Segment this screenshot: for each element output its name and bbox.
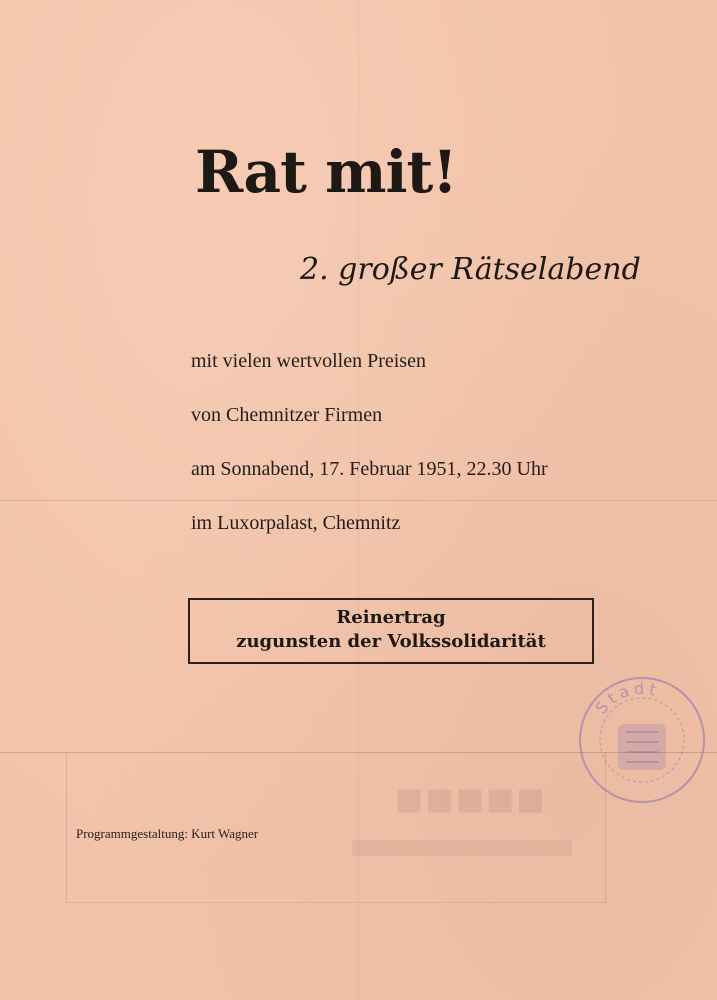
flyer-subtitle: 2. großer Rätselabend: [300, 252, 641, 287]
flyer-title: Rat mit!: [195, 138, 457, 206]
info-line-prizes: mit vielen wertvollen Preisen: [191, 350, 426, 372]
show-through-mark: ■■■■■: [395, 782, 547, 817]
info-line-date: am Sonnabend, 17. Februar 1951, 22.30 Uhr: [191, 458, 548, 480]
info-line-sponsors: von Chemnitzer Firmen: [191, 404, 383, 426]
proceeds-box: [188, 598, 594, 664]
info-line-venue: im Luxorpalast, Chemnitz: [191, 512, 401, 534]
proceeds-line-1: Reinertrag: [336, 607, 446, 628]
proceeds-line-2: zugunsten der Volkssolidarität: [236, 631, 546, 652]
show-through-mark: [352, 840, 572, 856]
svg-text:Stadt: [591, 679, 661, 718]
stamp-text: Stadt: [591, 678, 662, 718]
stamp-icon: [574, 672, 710, 808]
program-credit: Programmgestaltung: Kurt Wagner: [76, 826, 259, 841]
